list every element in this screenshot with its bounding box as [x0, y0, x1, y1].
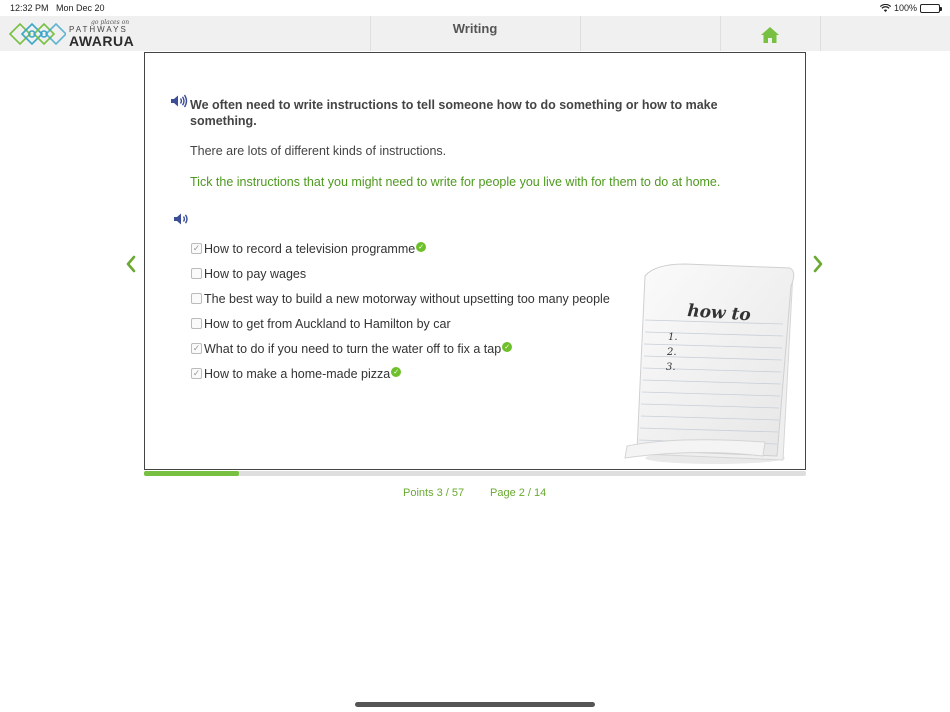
status-date: Mon Dec 20	[56, 3, 105, 13]
checkbox-checked[interactable]: ✓	[192, 368, 201, 378]
option-label: The best way to build a new motorway without upsetting too many people	[204, 291, 610, 306]
checkbox-unchecked[interactable]	[191, 268, 202, 279]
option-label: How to get from Auckland to Hamilton by car	[204, 316, 451, 331]
header-divider	[820, 16, 821, 51]
option-homemade-pizza[interactable]	[191, 361, 610, 386]
home-icon[interactable]	[760, 26, 780, 44]
correct-check-icon: ✓	[416, 242, 426, 252]
progress-bar	[144, 471, 806, 476]
logo-pathways: PATHWAYS	[69, 25, 128, 34]
speaker-icon[interactable]	[170, 94, 188, 108]
status-time: 12:32 PM	[10, 3, 49, 13]
option-label: How to pay wages	[204, 266, 307, 281]
pathways-awarua-logo[interactable]	[8, 18, 134, 50]
question-instruction: Tick the instructions that you might need to write for people you live with for them to do at home.	[190, 175, 721, 189]
option-record-tv[interactable]	[191, 236, 610, 261]
option-build-motorway[interactable]	[191, 286, 610, 311]
status-bar	[0, 0, 950, 16]
correct-check-icon: ✓	[502, 342, 512, 352]
notepad-illustration	[615, 258, 800, 468]
correct-check-icon: ✓	[391, 367, 401, 377]
battery-percent: 100%	[893, 3, 917, 13]
wifi-icon	[880, 4, 891, 12]
option-auckland-hamilton[interactable]	[191, 311, 610, 336]
option-pay-wages[interactable]	[191, 261, 610, 286]
logo-awarua: AWARUA	[69, 33, 135, 49]
option-label: How to make a home-made pizza	[204, 366, 391, 381]
home-indicator-bar[interactable]	[355, 702, 595, 707]
question-panel	[144, 52, 806, 470]
progress-bar-fill	[144, 471, 239, 476]
question-heading: We often need to write instructions to tell someone how to do something or how to make something.	[190, 98, 718, 128]
option-turn-water-off[interactable]	[191, 336, 610, 361]
page-title: Writing	[452, 21, 498, 36]
checkbox-unchecked[interactable]	[191, 293, 202, 304]
option-label: What to do if you need to turn the water off to fix a tap	[204, 341, 502, 356]
notepad-title: how to	[686, 301, 752, 326]
app-header	[0, 16, 950, 51]
page-counter: Page 2 / 14	[490, 487, 547, 499]
checkbox-checked[interactable]: ✓	[192, 243, 201, 253]
notepad-line: 1.	[668, 332, 678, 343]
checkbox-unchecked[interactable]	[191, 318, 202, 329]
notepad-line: 3.	[666, 362, 676, 373]
question-subtext: There are lots of different kinds of instructions.	[190, 144, 447, 158]
notepad-line: 2.	[667, 347, 677, 358]
logo-tagline: go places on	[91, 19, 130, 26]
header-divider	[720, 16, 721, 51]
previous-page-arrow-icon[interactable]	[124, 254, 138, 274]
header-divider	[580, 16, 581, 51]
answer-options	[191, 236, 610, 386]
logo-diamonds-icon	[8, 19, 66, 49]
option-label: How to record a television programme	[204, 241, 416, 256]
points-counter: Points 3 / 57	[403, 487, 465, 499]
checkbox-checked[interactable]: ✓	[192, 343, 201, 353]
battery-icon	[920, 4, 940, 13]
next-page-arrow-icon[interactable]	[811, 254, 825, 274]
status-right	[880, 3, 940, 13]
speaker-icon[interactable]	[173, 212, 191, 226]
